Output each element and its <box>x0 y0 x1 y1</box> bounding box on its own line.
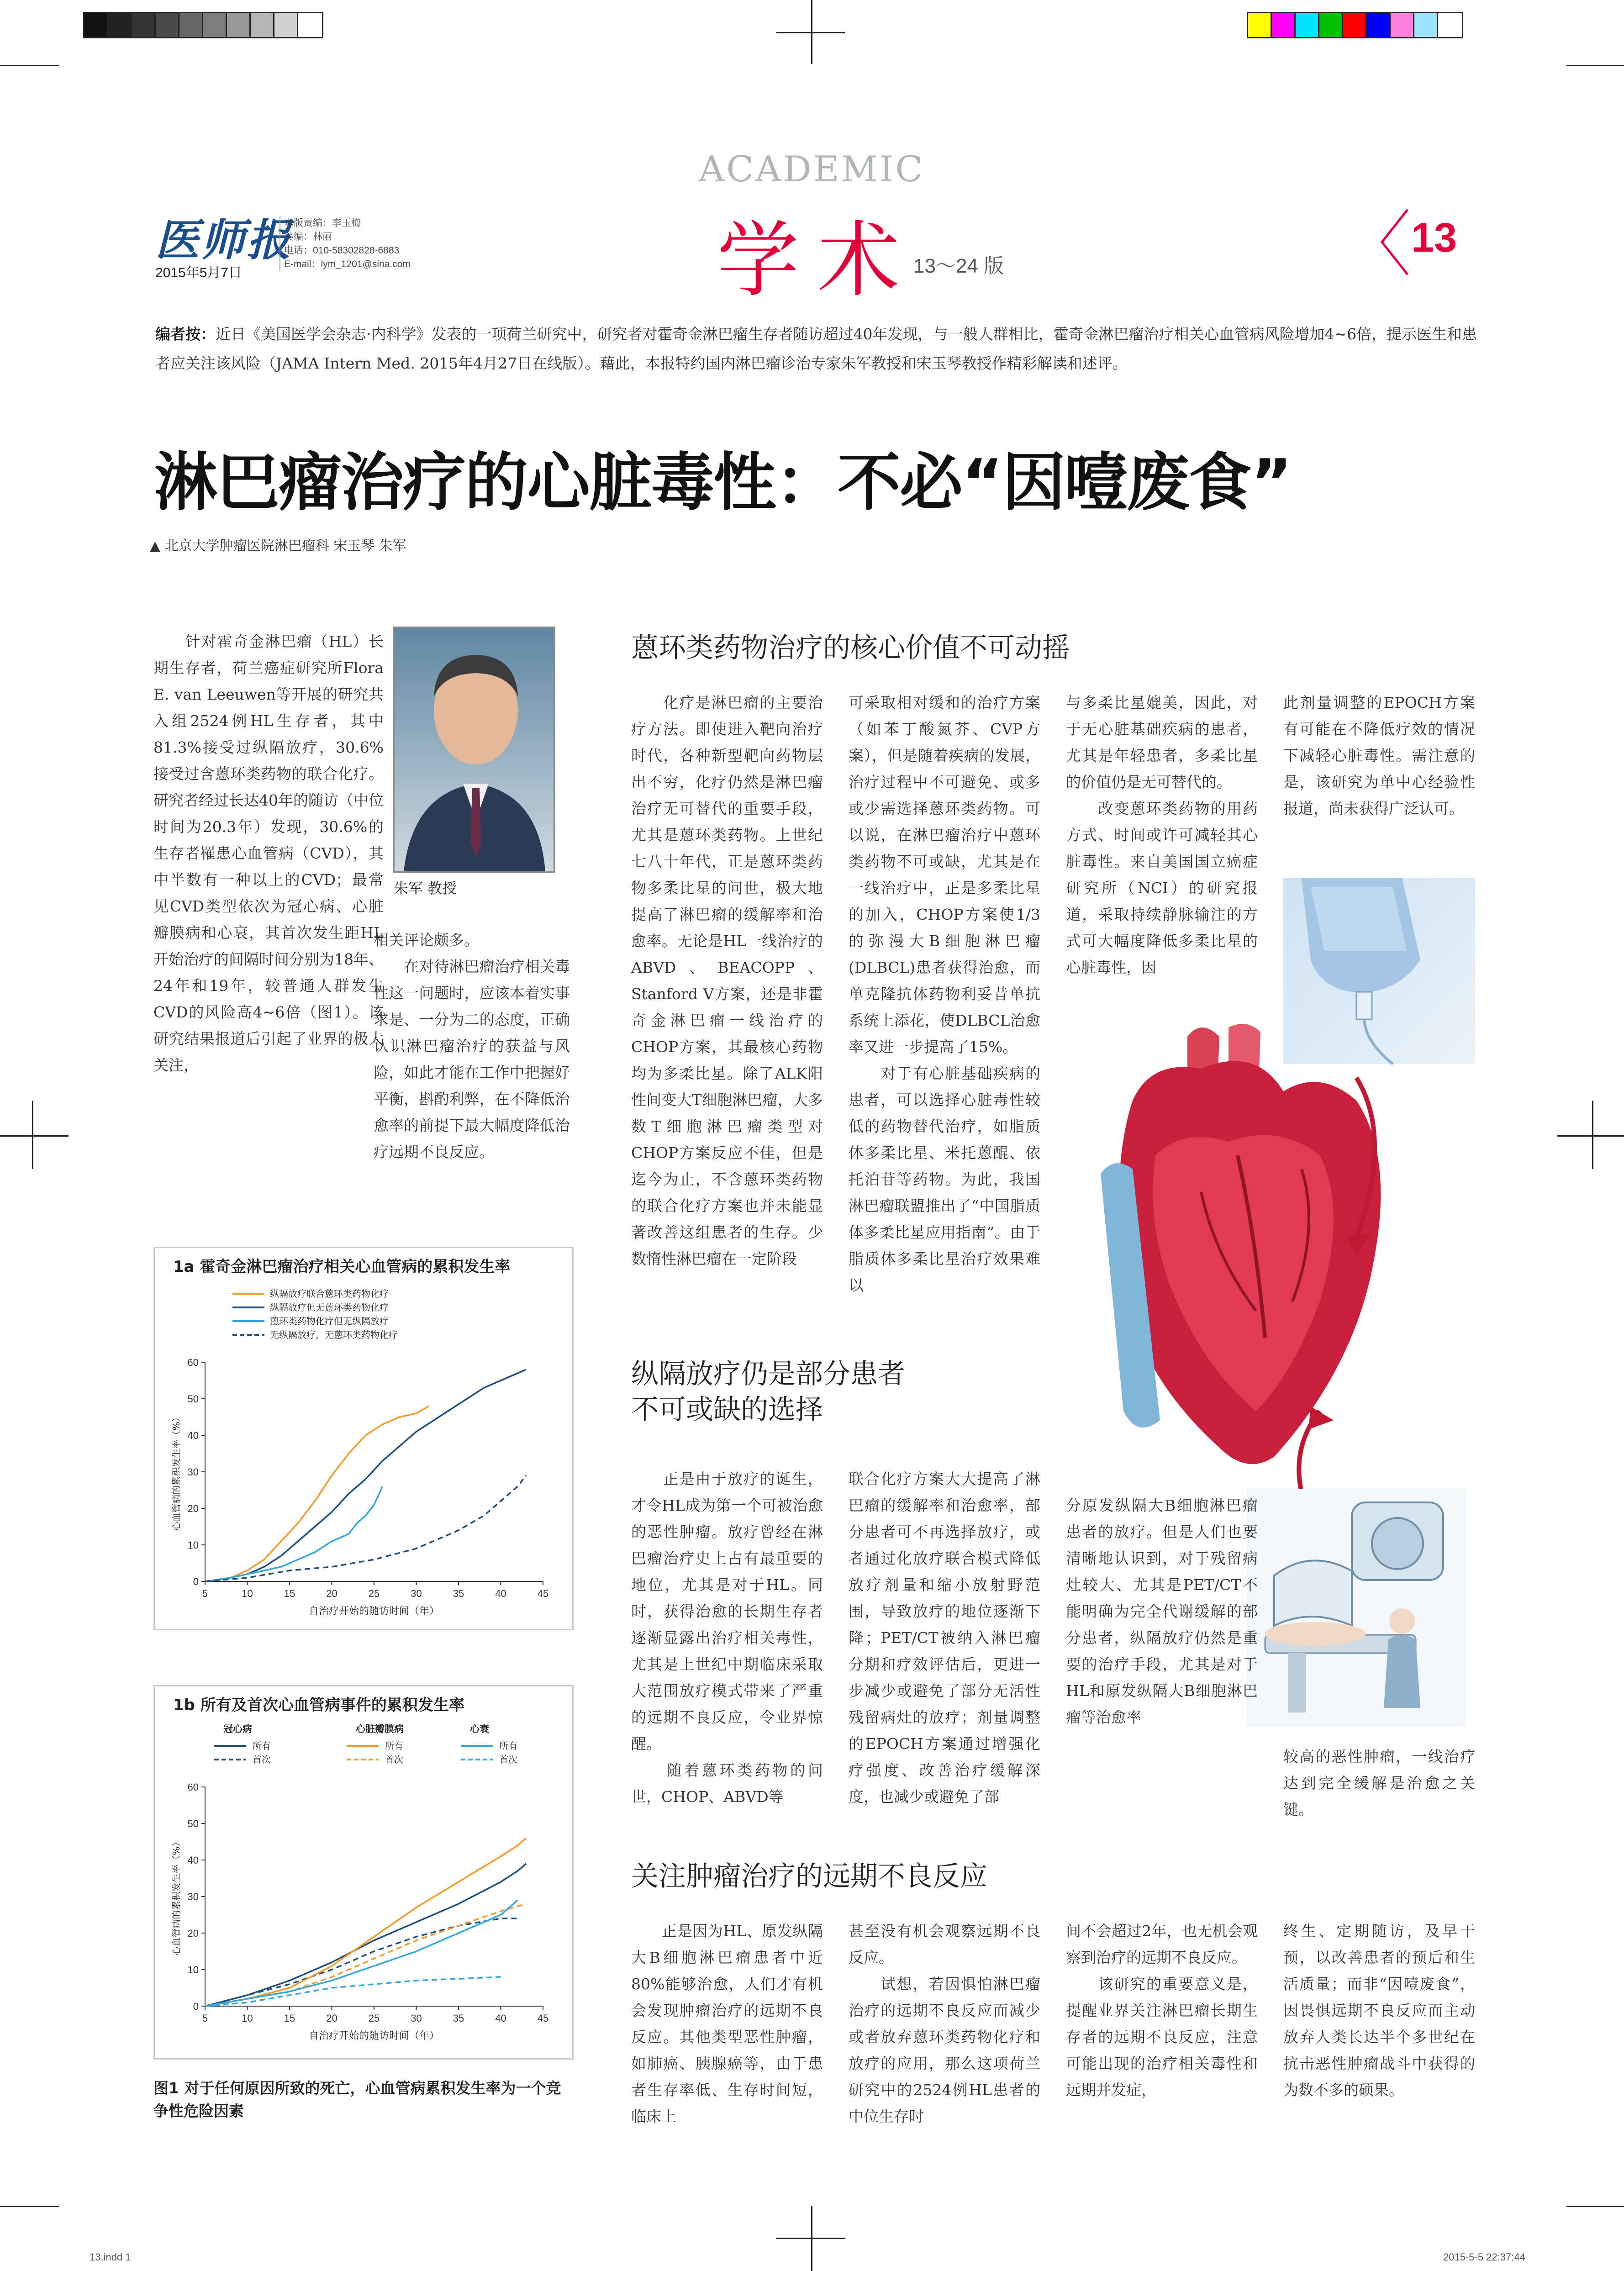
article-column: 分原发纵隔大B细胞淋巴瘤患者的放疗。但是人们也要清晰地认识到，对于残留病灶较大、尤其是PET/CT不能明确为完全代谢缓解的部分患者，纵隔放疗仍然是重要的治疗手段，尤其是对于HL和原发纵隔大B细胞淋巴瘤等治愈率 <box>1066 1496 1258 1726</box>
radiotherapy-illustration <box>1247 1489 1466 1726</box>
legend-label: 首次 <box>499 1754 517 1765</box>
figure-1b <box>153 1685 574 2060</box>
crop-mark <box>776 32 845 33</box>
article-column: 正是由于放疗的诞生，才令HL成为第一个可被治愈的恶性肿瘤。放疗曾经在淋巴瘤治疗史上占有最重要的地位，尤其是对于HL。同时，获得治愈的长期生存者逐渐显露出治疗相关毒性，尤其是上世纪中期临床采取大范围放疗模式带来了严重的远期不良反应，令业界惊醒。 随着蒽环类药物的问世，CHOP、ABVD等 <box>631 1470 823 1806</box>
legend-label: 所有 <box>385 1740 403 1751</box>
series-line <box>205 1406 429 1581</box>
crop-mark <box>776 2238 845 2239</box>
x-tick-label: 15 <box>284 2013 295 2024</box>
registration-bar-color <box>1247 12 1463 38</box>
y-tick-label: 50 <box>187 1818 199 1829</box>
article-column: 可采取相对缓和的治疗方案（如苯丁酸氮芥、CVP方案），但是随着疾病的发展，治疗过程中不可避免、或多或少需选择蒽环类药物。可以说，在淋巴瘤治疗中蒽环类药物不可或缺，尤其是在一线治疗中，正是多柔比星的加入，CHOP方案使1/3的弥漫大B细胞淋巴瘤(DLBCL)患者获得治愈，而单克隆抗体药物利妥昔单抗系统上添花，使DLBCL治愈率又进一步提高了15%。 对于有心脏基础疾病的患者，可以选择心脏毒性较低的药物替代治疗，如脂质体多柔比星、米托蒽醌、依托泊苷等药物。为此，我国淋巴瘤联盟推出了“中国脂质体多柔比星应用指南”。由于脂质体多柔比星治疗效果难以 <box>849 694 1040 1294</box>
article-column: 正是因为HL、原发纵隔大B细胞淋巴瘤患者中近80%能够治愈，人们才有机会发现肿瘤治疗的远期不良反应。其他类型恶性肿瘤，如肺癌、胰腺癌等，由于患者生存率低、生存时间短，临床上 <box>631 1922 823 2125</box>
x-tick-label: 15 <box>284 1588 295 1599</box>
chart-title: 1b 所有及首次心血管病事件的累积发生率 <box>173 1696 464 1714</box>
editor-credits <box>279 216 411 271</box>
chart-title: 1a 霍奇金淋巴瘤治疗相关心血管病的累积发生率 <box>173 1258 511 1276</box>
y-tick-label: 60 <box>187 1781 199 1793</box>
footer-timestamp: 2015-5-5 22:37:44 <box>1443 2251 1525 2263</box>
x-tick-label: 10 <box>242 1588 253 1599</box>
section-heading-line: 纵隔放疗仍是部分患者 <box>631 1358 905 1390</box>
x-tick-label: 25 <box>368 2013 380 2024</box>
article-column: 与多柔比星媲美，因此，对于无心脏基础疾病的患者，尤其是年轻患者，多柔比星的价值仍是无可替代的。 改变蒽环类药物的用药方式、时间或许可减轻其心脏毒性。来自美国国立癌症研究所（NCI）的研究报道，采取持续静脉输注的方式可大幅度降低多柔比星的心脏毒性，因 <box>1066 694 1258 976</box>
figure-caption: 图1 对于任何原因所致的死亡，心血管病累积发生率为一个竞争性危险因素 <box>153 2079 561 2120</box>
series-line <box>205 1370 526 1581</box>
y-tick-label: 0 <box>193 2001 199 2012</box>
footer-file: 13.indd 1 <box>90 2251 131 2263</box>
x-tick-label: 30 <box>411 1588 422 1599</box>
meta-line: 电话：010-58302828-6883 <box>284 245 400 256</box>
x-tick-label: 20 <box>326 2013 337 2024</box>
legend-label: 首次 <box>253 1754 271 1765</box>
article-column: 此剂量调整的EPOCH方案有可能在不降低疗效的情况下减轻心脏毒性。需注意的是，该研究为单中心经验性报道，尚未获得广泛认可。 <box>1283 694 1475 817</box>
issue-date: 2015年5月7日 <box>155 265 243 280</box>
meta-line: E-mail：lym_1201@sina.com <box>284 259 411 269</box>
y-tick-label: 20 <box>187 1928 199 1939</box>
y-tick-label: 10 <box>187 1539 199 1551</box>
editor-note <box>155 320 1480 378</box>
intro-column: 针对霍奇金淋巴瘤（HL）长期生存者，荷兰癌症研究所Flora E. van Leeuwen等开展的研究共入组2524例HL生存者，其中81.3%接受过纵隔放疗，30.6%接受过含蒽环类药物的联合化疗。研究者经过长达40年的随访（中位时间为20.3年）发现，30.6%的生存者罹患心血管病（CVD），其中半数有一种以上的CVD；最常见CVD类型依次为冠心病、心脏瓣膜病和心衰，其首次发生距HL开始治疗的间隔时间分别为18年、24年和19年，较普通人群发生CVD的风险高4~6倍（图1）。该研究结果报道后引起了业界的极大关注， <box>153 632 389 1074</box>
page-number: 13 <box>1411 215 1457 261</box>
radiotherapy-machine-icon <box>1247 1489 1466 1726</box>
article-column: 较高的恶性肿瘤，一线治疗达到完全缓解是治愈之关键。 <box>1283 1748 1475 1818</box>
y-tick-label: 30 <box>187 1466 199 1478</box>
portrait-illustration <box>395 628 554 871</box>
heart-icon <box>1064 1018 1466 1530</box>
x-tick-label: 40 <box>495 1588 506 1599</box>
edition-range: 13～24 版 <box>913 255 1004 277</box>
x-axis-label: 自治疗开始的随访时间（年） <box>308 1606 440 1617</box>
photo-caption: 朱军 教授 <box>394 880 457 897</box>
heart-illustration <box>1064 1018 1466 1530</box>
series-line <box>205 1977 501 2006</box>
y-tick-label: 0 <box>193 1576 199 1587</box>
intro-column: 相关评论颇多。 在对待淋巴瘤治疗相关毒性这一问题时，应该本着实事求是、一分为二的态度，正确认识淋巴瘤治疗的获益与风险，如此才能在工作中把握好平衡，斟酌利弊，在不降低治愈率的前提下最大幅度降低治疗远期不良反应。 <box>374 931 570 1161</box>
headline: 淋巴瘤治疗的心脏毒性：不必“因噎废食” <box>154 446 1292 519</box>
legend-group-label: 心衰 <box>470 1723 489 1734</box>
legend-label: 纵隔放疗但无蒽环类药物化疗 <box>270 1302 389 1313</box>
section-name-english: ACADEMIC <box>699 149 925 190</box>
x-tick-label: 5 <box>202 2013 208 2024</box>
series-line <box>205 1486 383 1581</box>
x-tick-label: 5 <box>202 1588 208 1599</box>
byline: ▲ 北京大学肿瘤医院淋巴瘤科 宋玉琴 朱军 <box>150 538 406 554</box>
legend-label: 所有 <box>499 1740 517 1751</box>
series-line <box>205 1475 526 1581</box>
legend-label: 无纵隔放疗，无蒽环类药物化疗 <box>270 1329 398 1340</box>
x-tick-label: 45 <box>537 2013 549 2024</box>
legend-group-label: 心脏瓣膜病 <box>356 1723 404 1734</box>
x-tick-label: 20 <box>326 1588 337 1599</box>
editor-note-lead: 编者按： <box>155 325 216 343</box>
editor-note-text: 近日《美国医学会杂志·内科学》发表的一项荷兰研究中，研究者对霍奇金淋巴瘤生存者随访超过40年发现，与一般人群相比，霍奇金淋巴瘤治疗相关心血管病风险增加4~6倍，提示医生和患者应关注该风险（JAMA Intern Med. 2015年4月27日在线版）。藉此，本报特约国内淋巴瘤诊治专家朱军教授和宋玉琴教授作精彩解读和述评。 <box>155 325 1477 372</box>
x-axis-label: 自治疗开始的随访时间（年） <box>308 2030 440 2042</box>
y-axis-label: 心血管病的累积发生率（%） <box>171 1412 182 1531</box>
section-name-chinese: 学术 <box>717 213 918 308</box>
y-tick-label: 50 <box>187 1393 199 1405</box>
y-tick-label: 30 <box>187 1891 199 1902</box>
legend-label: 纵隔放疗联合蒽环类药物化疗 <box>270 1288 389 1299</box>
section-heading: 关注肿瘤治疗的远期不良反应 <box>631 1860 987 1892</box>
article-column: 间不会超过2年，也无机会观察到治疗的远期不良反应。 该研究的重要意义是，提醒业界关注淋巴瘤长期生存者的远期不良反应，注意可能出现的治疗相关毒性和远期并发症， <box>1066 1922 1258 2099</box>
x-tick-label: 25 <box>368 1588 380 1599</box>
chart-1b <box>155 1686 572 2058</box>
author-photo <box>393 627 555 873</box>
crop-mark <box>1566 65 1624 66</box>
meta-line: 本版责编：李玉梅 <box>284 218 361 228</box>
x-tick-label: 30 <box>411 2013 422 2024</box>
crop-mark <box>0 2206 59 2207</box>
crop-mark <box>0 1135 69 1137</box>
series-line <box>205 1864 526 2006</box>
article-column: 甚至没有机会观察远期不良反应。 试想，若因惧怕淋巴瘤治疗的远期不良反应而减少或者放弃蒽环类药物化疗和放疗的应用，那么这项荷兰研究中的2524例HL患者的中位生存时 <box>849 1922 1040 2125</box>
section-heading <box>631 1356 905 1428</box>
chart-1a <box>155 1248 572 1629</box>
series-line <box>205 1900 518 2006</box>
crop-mark <box>1557 1135 1624 1137</box>
meta-line: 美编：林丽 <box>284 232 332 242</box>
section-heading: 蒽环类药物治疗的核心价值不可动摇 <box>631 632 1070 664</box>
x-tick-label: 40 <box>495 2013 506 2024</box>
x-tick-label: 35 <box>453 2013 464 2024</box>
y-axis-label: 心血管病的累积发生率（%） <box>171 1837 182 1956</box>
legend-label: 所有 <box>253 1740 271 1751</box>
article-column: 终生、定期随访，及早干预，以改善患者的预后和生活质量；而非“因噎废食”，因畏惧远期不良反应而主动放弃人类长达半个多世纪在抗击恶性肿瘤战斗中获得的为数不多的硕果。 <box>1283 1922 1475 2099</box>
section-heading-line: 不可或缺的选择 <box>631 1394 823 1426</box>
crop-mark <box>1592 1101 1593 1169</box>
x-tick-label: 10 <box>242 2013 253 2024</box>
y-tick-label: 60 <box>187 1357 199 1368</box>
crop-mark <box>1566 2206 1624 2207</box>
legend-label: 首次 <box>385 1754 403 1765</box>
y-tick-label: 20 <box>187 1503 199 1514</box>
legend-label: 蒽环类药物化疗但无纵隔放疗 <box>270 1316 389 1327</box>
figure-1a <box>153 1247 574 1630</box>
x-tick-label: 35 <box>453 1588 464 1599</box>
article-column: 联合化疗方案大大提高了淋巴瘤的缓解率和治愈率，部分患者可不再选择放疗，或者通过化放疗联合模式降低放疗剂量和缩小放射野范围，导致放疗的地位逐渐下降；PET/CT被纳入淋巴瘤分期和疗效评估后，更进一步减少或避免了部分无活性残留病灶的放疗；剂量调整的EPOCH方案通过增强化疗强度、改善治疗缓解深度，也减少或避免了部 <box>849 1470 1040 1806</box>
y-tick-label: 40 <box>187 1430 199 1441</box>
y-tick-label: 10 <box>187 1964 199 1976</box>
x-tick-label: 45 <box>537 1588 549 1599</box>
crop-mark <box>32 1101 33 1169</box>
y-tick-label: 40 <box>187 1855 199 1866</box>
page-number-bracket-icon <box>1379 208 1411 276</box>
newspaper-name: 医师报 <box>155 214 292 266</box>
legend-group-label: 冠心病 <box>223 1723 252 1734</box>
crop-mark <box>0 65 59 66</box>
article-column: 化疗是淋巴瘤的主要治疗方法。即使进入靶向治疗时代，各种新型靶向药物层出不穷，化疗仍然是淋巴瘤治疗无可替代的重要手段，尤其是蒽环类药物。上世纪七八十年代，正是蒽环类药物多柔比星的问世，极大地提高了淋巴瘤的缓解率和治愈率。无论是HL一线治疗的ABVD、BEACOPP、Stanford V方案，还是非霍奇金淋巴瘤一线治疗的CHOP方案，其最核心药物均为多柔比星。除了ALK阳性间变大T细胞淋巴瘤，大多数T细胞淋巴瘤类型对CHOP方案反应不佳，但是迄今为止，不含蒽环类药物的联合化疗方案也并未能显著改善这组患者的生存。少数惰性淋巴瘤在一定阶段 <box>631 694 823 1268</box>
registration-bar-black <box>83 12 323 38</box>
